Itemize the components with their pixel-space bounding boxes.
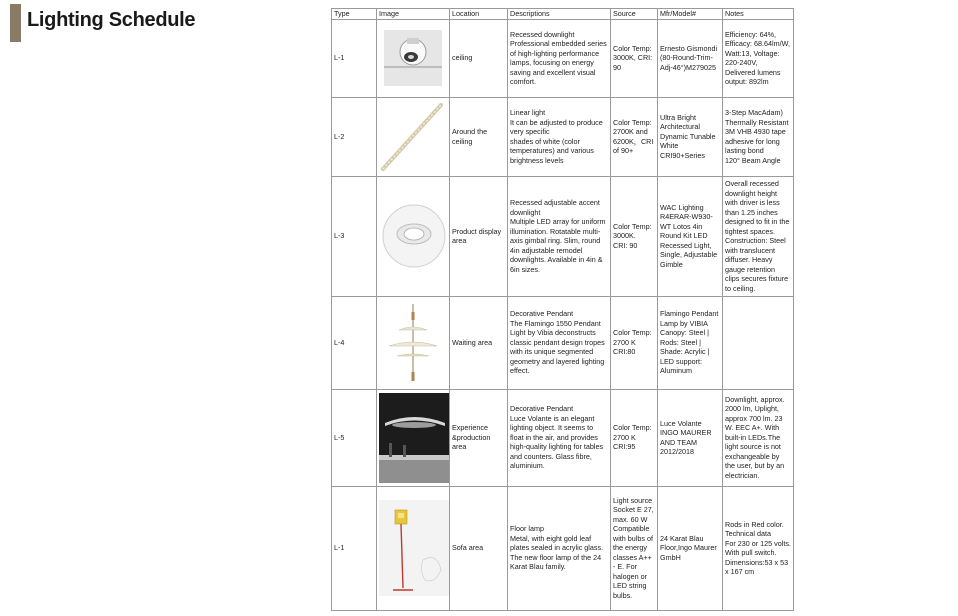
cell-type: L-1 [332,486,377,610]
header-model: Mfr/Model# [658,9,723,20]
cell-model: WAC Lighting R4ERAR-W930-WT Lotos 4in Round Kit LED Recessed Light, Single, Adjustable Gimble [658,176,723,296]
cell-model: 24 Karat Blau Floor,Ingo Maurer GmbH [658,486,723,610]
recessed-downlight-image [384,30,442,86]
table-row [332,296,794,389]
cell-notes: Downlight, approx. 2000 lm, Uplight, approx 700 lm. 23 W. EEC A+. With built-in LEDs.The light source is not exchangeable by the user, but by an electrician. [723,389,794,486]
lighting-schedule-table [331,8,794,611]
flamingo-pendant-image [383,302,443,384]
cell-notes: Rods in Red color. Technical data For 230 or 125 volts. With pull switch. Dimensions:53 x 53 x 167 cm [723,486,794,610]
cell-location: Product display area [450,176,508,296]
table-row [332,19,794,97]
title-accent-bar [10,4,21,42]
cell-location: ceiling [450,19,508,97]
cell-description: Decorative Pendant The Flamingo 1550 Pendant Light by Vibia deconstructs classic pendant design tropes with its unique segmented geometry and layered lighting effect. [508,296,611,389]
recessed-accent-downlight-image [379,201,449,271]
cell-source: Color Temp: 2700 K CRI:95 [611,389,658,486]
cell-notes: Overall recessed downlight height with driver is less than 1.25 inches designed to fit in the tightest spaces. Construction: Steel with translucent diffuser. Heavy gauge retention clips secures fixture to ceiling. [723,176,794,296]
cell-location: Sofa area [450,486,508,610]
cell-model: Flamingo Pendant Lamp by VIBIA Canopy: Steel | Rods: Steel | Shade: Acrylic | LED support: Aluminum [658,296,723,389]
cell-description: Decorative Pendant Luce Volante is an elegant lighting object. It seems to float in the air, and provides high-quality lighting for tables and counters. Glass fibre, aluminium. [508,389,611,486]
cell-source: Color Temp: 3000K. CRI: 90 [611,176,658,296]
floor-lamp-image [379,500,449,596]
cell-model: Luce Volante INGO MAURER AND TEAM 2012/2018 [658,389,723,486]
header-descriptions: Descriptions [508,9,611,20]
cell-location: Around the ceiling [450,97,508,176]
table-row [332,97,794,176]
cell-description: Floor lamp Metal, with eight gold leaf plates sealed in acrylic glass. The new floor lamp of the 24 Karat Blau family. [508,486,611,610]
cell-description: Linear light It can be adjusted to produce very specific shades of white (color temperatures) and various brightness levels [508,97,611,176]
cell-notes: Efficiency: 64%, Efficacy: 68.64lm/W, Watt:13, Voltage: 220-240V, Delivered lumens output: 892lm [723,19,794,97]
cell-model: Ernesto Gismondi (80-Round-Trim-Adj-46°)M279025 [658,19,723,97]
cell-image [377,19,450,97]
cell-type: L-1 [332,19,377,97]
cell-source: Light source Socket E 27, max. 60 W Compatible with bulbs of the energy classes A++ - E. For halogen or LED string bulbs. [611,486,658,610]
cell-location: Experience &production area [450,389,508,486]
cell-source: Color Temp: 3000K, CRI: 90 [611,19,658,97]
cell-model: Ultra Bright Architectural Dynamic Tunable White CRI90+Series [658,97,723,176]
header-image: Image [377,9,450,20]
table-row [332,176,794,296]
cell-image [377,296,450,389]
linear-light-image [379,101,447,173]
cell-location: Waiting area [450,296,508,389]
cell-source: Color Temp: 2700K and 6200K，CRI of 90+ [611,97,658,176]
cell-description: Recessed downlight Professional embedded series of high-lighting performance lamps, focusing on energy saving and excellent visual comfort. [508,19,611,97]
cell-source: Color Temp: 2700 K CRI:80 [611,296,658,389]
cell-type: L-4 [332,296,377,389]
cell-notes [723,296,794,389]
cell-image [377,97,450,176]
cell-type: L-2 [332,97,377,176]
cell-image [377,176,450,296]
luce-volante-pendant-image [379,393,449,483]
table-row [332,486,794,610]
header-type: Type [332,9,377,20]
header-source: Source [611,9,658,20]
page-title: Lighting Schedule [27,9,196,31]
cell-type: L-5 [332,389,377,486]
cell-type: L-3 [332,176,377,296]
header-notes: Notes [723,9,794,20]
cell-image [377,486,450,610]
header-location: Location [450,9,508,20]
table-row [332,389,794,486]
cell-image [377,389,450,486]
header-row [332,9,794,20]
cell-description: Recessed adjustable accent downlight Multiple LED array for uniform illumination. Rotatable multi-axis gimbal ring. Slim, round 4in adjustable remodel downlights. Available in 4in & 6in sizes. [508,176,611,296]
cell-notes: 3-Step MacAdam) Thermally Resistant 3M VHB 4930 tape adhesive for long lasting bond 120° Beam Angle [723,97,794,176]
